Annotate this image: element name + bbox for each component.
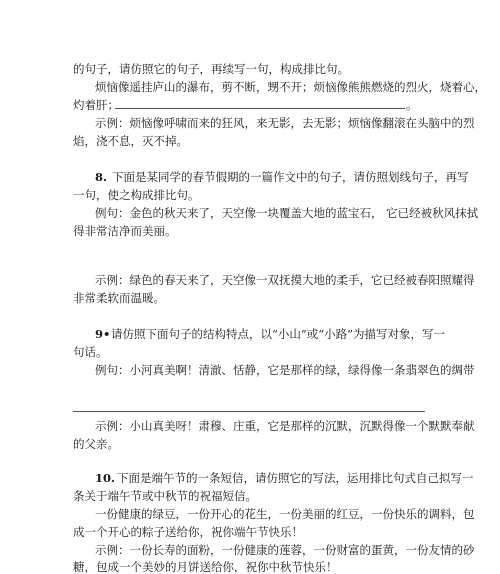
question-text: 下面是端午节的一条短信，请仿照它的写法，运用排比句式自己拟写一 [117, 471, 474, 485]
text-line: 非常柔软而温暖。 [73, 291, 165, 305]
text-line: 的句子，请仿照它的句子，再续写一句，构成排比句。 [73, 62, 349, 76]
text-line: 示例：烦恼像呼啸而来的狂风，来无影，去无影；烦恼像翻滚在头脑中的烈 [95, 116, 475, 130]
text-line: 示例：绿色的春天来了，天空像一双抚摸大地的柔手，它已经被春阳照耀得 [95, 273, 475, 287]
text-line: 的父亲。 [73, 437, 119, 451]
text-line: 糖，包成一个美妙的月饼送给你，祝你中秋节快乐！ [73, 560, 338, 574]
text-line: 例句：金色的秋天来了，天空像一块覆盖大地的蓝宝石， 它已经被秋风抹拭 [95, 206, 479, 220]
text-line: 句话。 [73, 345, 108, 359]
text-line: 例句：小河真美啊！清澈、恬静，它是那样的绿，绿得像一条翡翠色的绸带 [95, 363, 475, 377]
answer-blank-line [115, 108, 405, 109]
text-line: 得非常洁净而美丽。 [73, 224, 177, 238]
text-line: 成一个开心的粽子送给你，祝你端午节快乐！ [73, 525, 303, 539]
text-line: 条关于端午节或中秋节的祝福短信。 [73, 489, 257, 503]
question-text: 下面是某同学的春节假期的一篇作文中的句子，请仿照划线句子，再写 [112, 170, 469, 184]
question-number: 10. [95, 471, 116, 485]
text-line: 示例：一份长寿的面粉，一份健康的莲蓉，一份财富的蛋黄，一份友情的砂 [95, 543, 475, 557]
text-line: 焰，浇不息，灭不掉。 [73, 134, 188, 148]
text-line: 灼着肝； [73, 98, 119, 112]
text-line: 一份健康的绿豆，一份开心的花生，一份美丽的红豆，一份快乐的调料，包 [95, 507, 475, 521]
question-text: 请仿照下面句子的结构特点，以“小山”或“小路”为描写对象，写一 [111, 327, 446, 341]
text-line: 示例：小山真美呀！肃穆、庄重，它是那样的沉默，沉默得像一个默默奉献 [95, 419, 475, 433]
text-line: 。 [406, 98, 418, 112]
text-line: 烦恼像遥挂庐山的瀑布，剪不断，甥不开；烦恼像熊熊燃烧的烈火，烧着心， [95, 80, 486, 94]
question-number: 9• [95, 327, 111, 341]
question-number: 8. [95, 170, 108, 184]
text-line: 一句，使之构成排比句。 [73, 188, 200, 202]
answer-blank-line [73, 411, 425, 412]
